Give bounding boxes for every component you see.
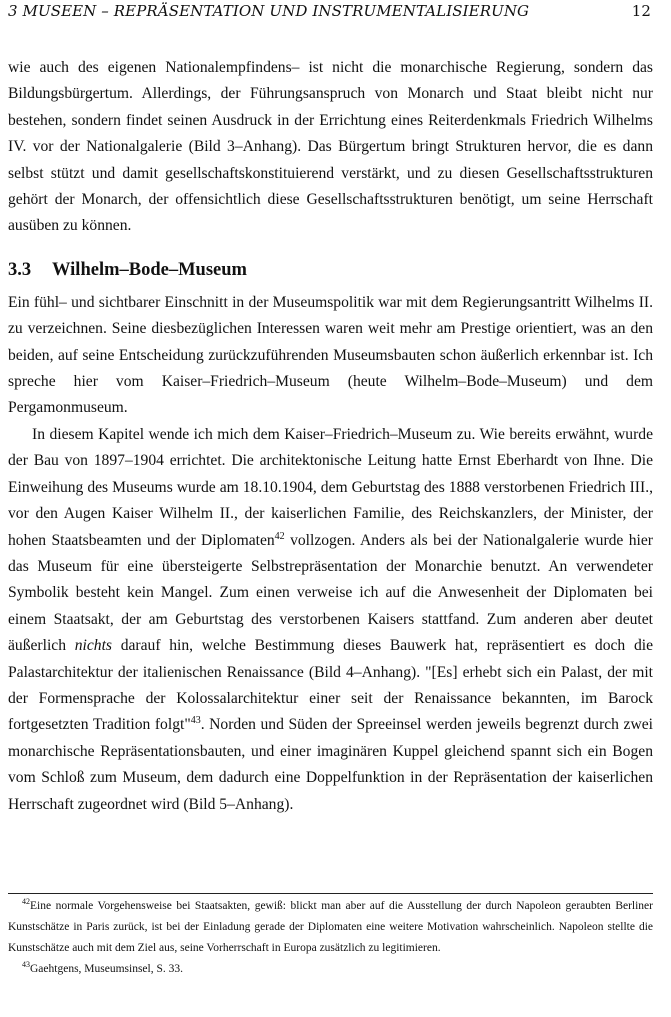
footnote-ref-42[interactable]: 42 (274, 530, 285, 542)
running-header (8, 2, 651, 24)
section-heading (8, 258, 653, 282)
page-number: 12 (631, 2, 651, 20)
intro-paragraph: wie auch des eigenen Nationalempfindens– ist nicht die monarchische Regierung, sondern das Bildungsbürgertum. Allerdings, der Führungsanspruch von Monarch und Staat bleibt nicht nur bestehen, sondern findet seinen Ausdruck in der Errichtung eines Reiterdenkmals Friedrich Wilhelms IV. vor der Nationalgalerie (Bild 3–Anhang). Das Bürgertum bringt Strukturen hervor, die es dann selbst stützt und damit gesellschaftskonstituierend verstärkt, und zu diesen Gesellschaftsstrukturen gehört der Monarch, der offensichtlich diese Gesellschaftsstrukturen benötigt, um seine Herrschaft ausüben zu können. (8, 59, 653, 235)
paragraph-2 (8, 422, 653, 818)
footnote-number: 43 (22, 960, 30, 969)
footnote-text: Gaehtgens, Museumsinsel, S. 33. (30, 963, 184, 975)
paragraph-2-part-a: In diesem Kapitel wende ich mich dem Kaiser–Friedrich–Museum zu. Wie bereits erwähnt, wurde der Bau von 1897–1904 errichtet. Die architektonische Leitung hatte Ernst Eberhardt von Ihne. Die Einweihung des Museums wurde am 18.10.1904, dem Geburtstag des 1888 verstorbenen Friedrich III., vor den Augen Kaiser Wilhelm II., der kaiserlichen Familie, des Reichskanzlers, der Minister, der hohen Staatsbeamten und der Diplomaten (8, 425, 653, 549)
footnote-ref-43[interactable]: 43 (190, 715, 201, 727)
footnote-43 (8, 959, 653, 980)
paragraph-2-part-b: vollzogen. Anders als bei der Nationalgalerie wurde hier das Museum für eine übersteigerte Selbstrepräsentation der Monarchie benutzt. An verwendeter Symbolik besteht kein Mangel. Zum einen verweise ich auf die Anwesenheit der Diplomaten bei einem Staatsakt, der am Geburtstag des verstorbenen Kaisers stattfand. Zum anderen aber deutet äußerlich (8, 531, 653, 655)
paragraph-2-part-c: darauf hin, welche Bestimmung dieses Bauwerk hat, repräsentiert es doch die Palastarchitektur der italienischen Renaissance (Bild 4–Anhang). "[Es] erhebt sich ein Palast, der mit der Formensprache der Kolossalarchitektur einer seit der Renaissance bekannten, im Barock fortgesetzten Tradition folgt" (8, 637, 653, 734)
section-title: Wilhelm–Bode–Museum (52, 259, 247, 280)
paragraph-1: Ein fühl– und sichtbarer Einschnitt in der Museumspolitik war mit dem Regierungsantritt Wilhelms II. zu verzeichnen. Seine diesbezüglichen Interessen waren weit mehr am Prestige orientiert, was an den beiden, auf seine Entscheidung zurückzuführenden Museumsbauten schon äußerlich erkennbar ist. Ich spreche hier vom Kaiser–Friedrich–Museum (heute Wilhelm–Bode–Museum) und dem Pergamonmuseum. (8, 293, 653, 417)
footnote-number: 42 (22, 897, 30, 906)
footnote-42 (8, 896, 653, 959)
chapter-title: 3 MUSEEN – REPRÄSENTATION UND INSTRUMENTALISIERUNG (8, 2, 530, 20)
main-text (8, 55, 653, 818)
footnotes (8, 893, 653, 980)
section-number: 3.3 (8, 259, 32, 280)
paragraph-2-part-d: . Norden und Süden der Spreeinsel werden jeweils begrenzt durch zwei monarchische Repräsentationsbauten, und einer imaginären Kuppel gleichend spannt sich ein Bogen vom Schloß zum Museum, dem dadurch eine Doppelfunktion in der Repräsentation der kaiserlichen Herrschaft zugeordnet wird (Bild 5–Anhang). (8, 716, 653, 813)
footnote-text: Eine normale Vorgehensweise bei Staatsakten, gewiß: blickt man aber auf die Ausstellung der durch Napoleon geraubten Berliner Kunstschätze in Paris zurück, ist bei der Einladung gerade der Diplomaten eine weitere Motivation wahrscheinlich. Napoleon stellte die Kunstschätze auch mit dem Ziel aus, seine Vorherrschaft in Europa zusätzlich zu legitimieren. (8, 900, 653, 954)
emphasis-nichts: nichts (74, 637, 112, 655)
